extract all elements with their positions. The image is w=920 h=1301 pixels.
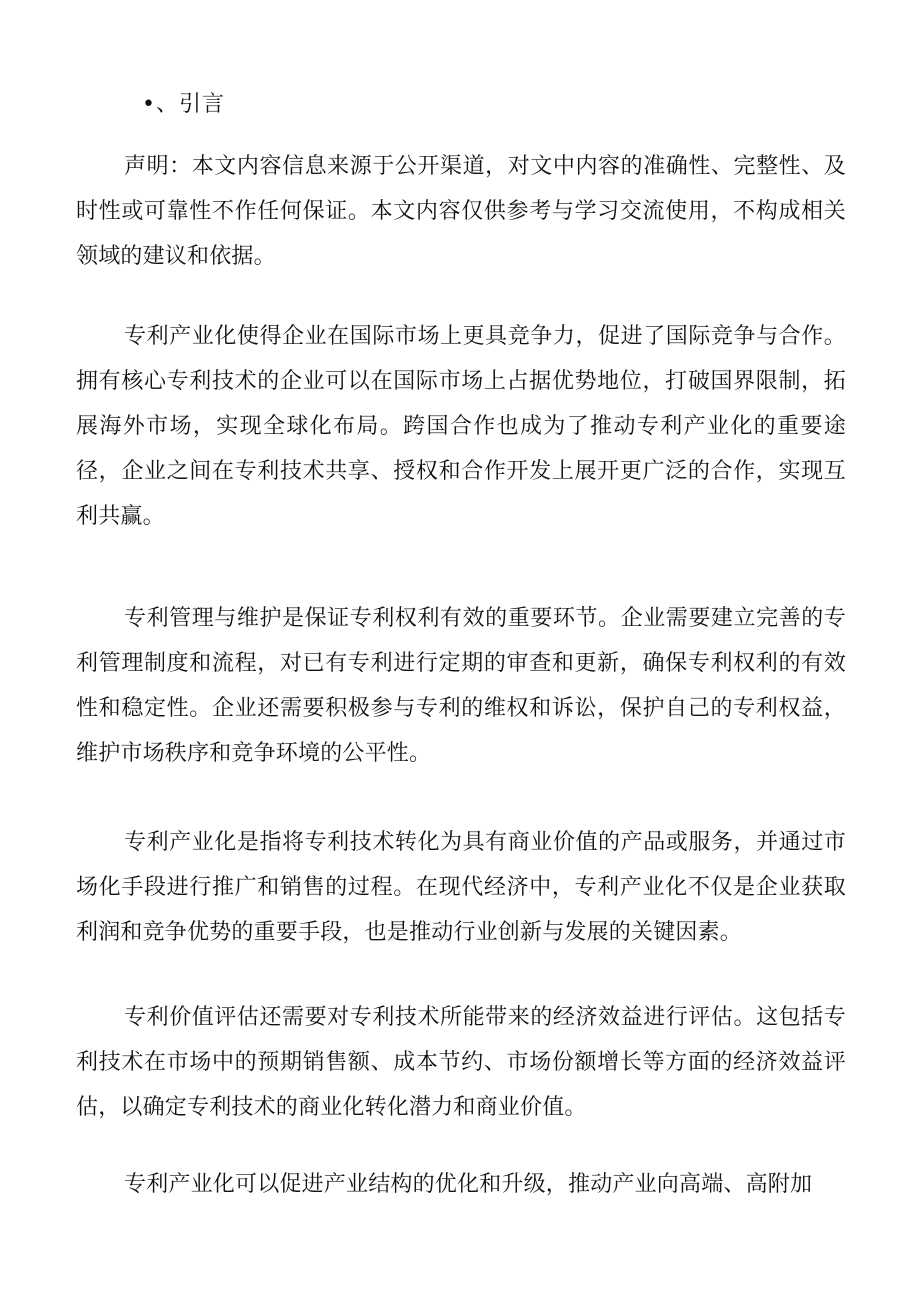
body-paragraph: 专利价值评估还需要对专利技术所能带来的经济效益进行评估。这包括专利技术在市场中的预期销售额、成本节约、市场份额增长等方面的经济效益评估，以确定专利技术的商业化转化潜力和商业价值。 xyxy=(76,1005,846,1120)
body-paragraph: 专利产业化可以促进产业结构的优化和升级，推动产业向高端、高附加 xyxy=(124,1172,813,1197)
section-heading: •、引言 xyxy=(142,92,225,117)
body-paragraph: 专利管理与维护是保证专利权利有效的重要环节。企业需要建立完善的专利管理制度和流程，对已有专利进行定期的审查和更新，确保专利权利的有效性和稳定性。企业还需要积极参与专利的维权和诉讼，保护自己的专利权益，维护市场秩序和竞争环境的公平性。 xyxy=(76,606,846,766)
body-paragraph: 专利产业化使得企业在国际市场上更具竞争力，促进了国际竞争与合作。拥有核心专利技术的企业可以在国际市场上占据优势地位，打破国界限制，拓展海外市场，实现全球化布局。跨国合作也成为了推动专利产业化的重要途径，企业之间在专利技术共享、授权和合作开发上展开更广泛的合作，实现互利共赢。 xyxy=(76,324,846,529)
body-paragraph: 专利产业化是指将专利技术转化为具有商业价值的产品或服务，并通过市场化手段进行推广和销售的过程。在现代经济中，专利产业化不仅是企业获取利润和竞争优势的重要手段，也是推动行业创新与发展的关键因素。 xyxy=(76,830,846,945)
disclaimer-paragraph: 声明：本文内容信息来源于公开渠道，对文中内容的准确性、完整性、及时性或可靠性不作任何保证。本文内容仅供参考与学习交流使用，不构成相关领域的建议和依据。 xyxy=(76,154,846,269)
